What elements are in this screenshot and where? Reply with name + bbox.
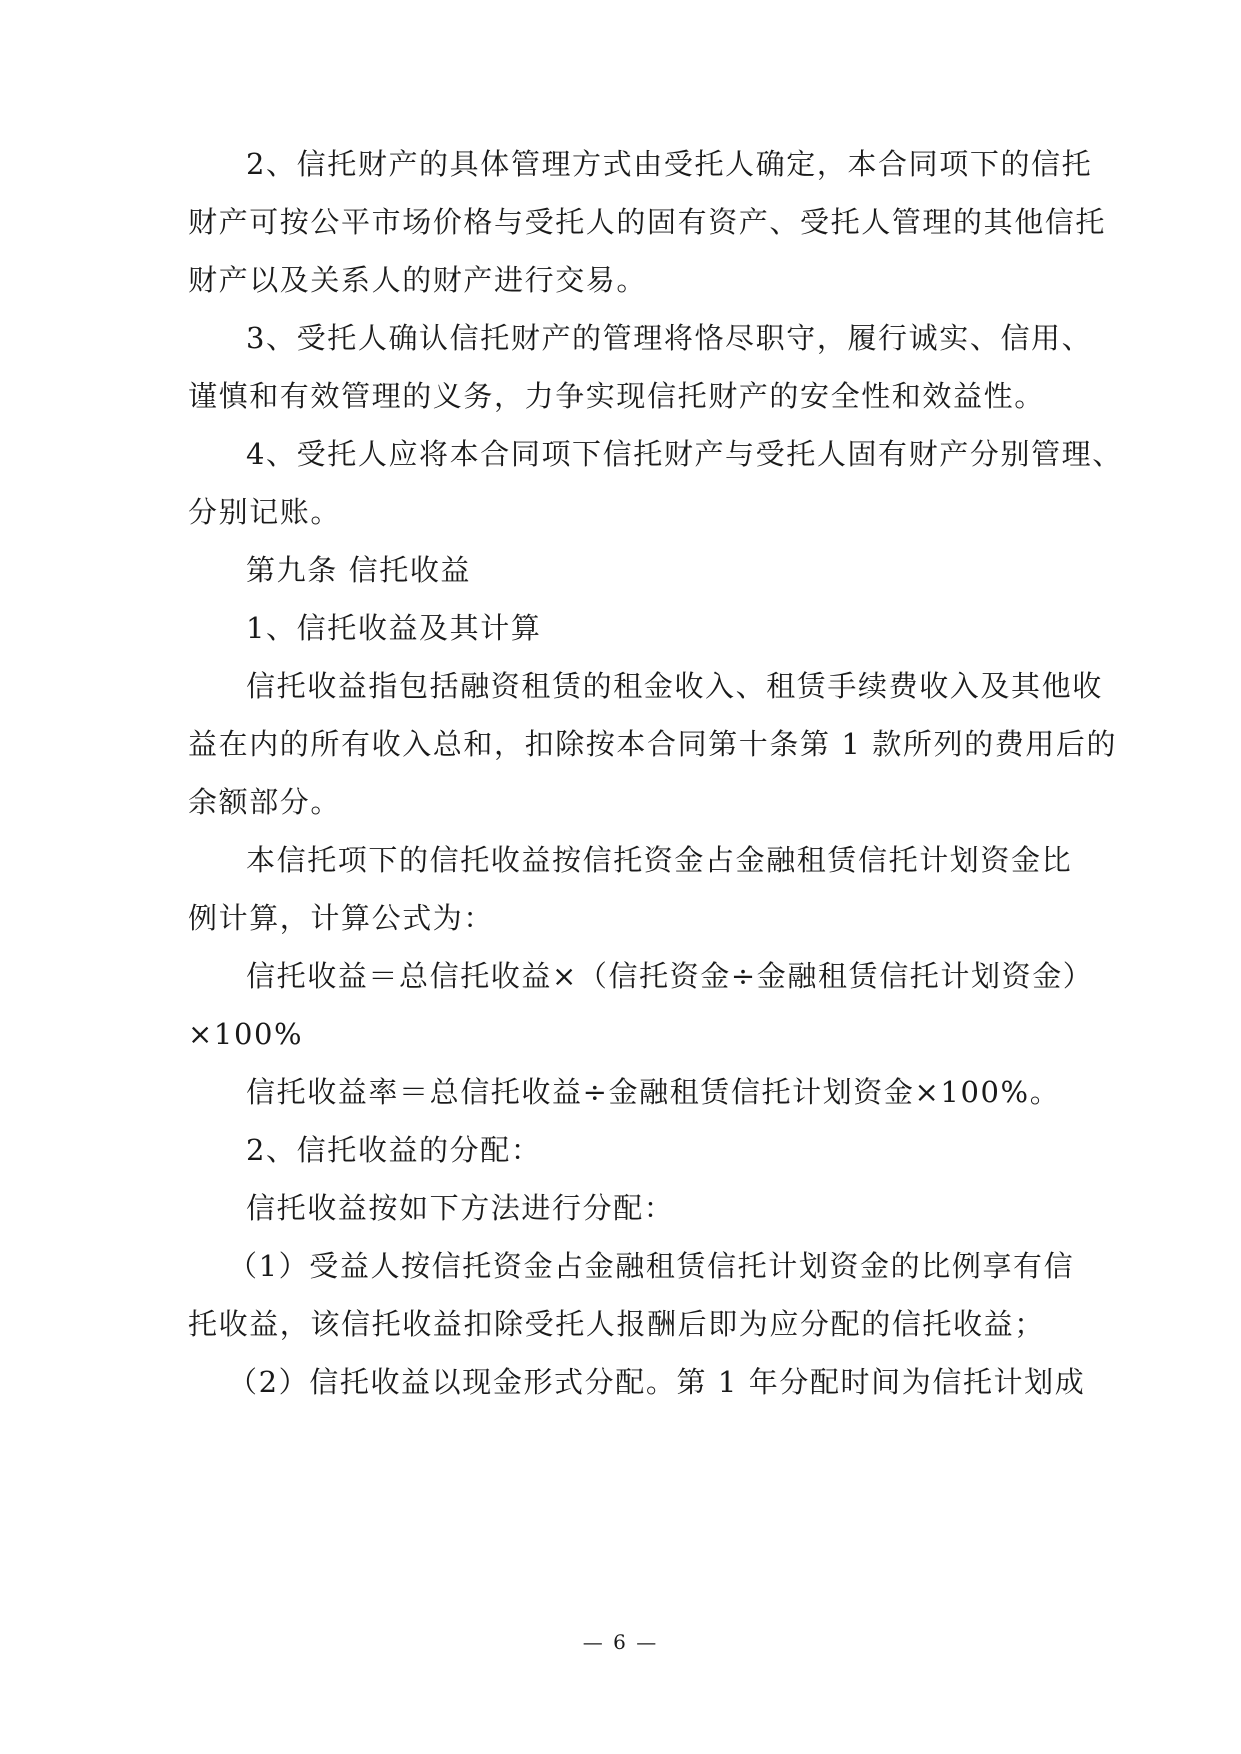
list-item-line: 托收益，该信托收益扣除受托人报酬后即为应分配的信托收益； [188, 1307, 1045, 1341]
subsection-heading: 1、信托收益及其计算 [246, 611, 542, 645]
formula-line: ×100% [188, 1017, 304, 1051]
paragraph-line: 益在内的所有收入总和，扣除按本合同第十条第 1 款所列的费用后的 [188, 727, 1118, 761]
paragraph-line: 信托收益指包括融资租赁的租金收入、租赁手续费收入及其他收 [246, 669, 1103, 703]
formula-line: 信托收益率＝总信托收益÷金融租赁信托计划资金×100%。 [246, 1075, 1061, 1109]
paragraph-line: 3、受托人确认信托财产的管理将恪尽职守，履行诚实、信用、 [246, 321, 1093, 355]
section-heading: 第九条 信托收益 [246, 553, 472, 587]
paragraph-line: 财产以及关系人的财产进行交易。 [188, 263, 648, 297]
paragraph-line: 信托收益按如下方法进行分配： [246, 1191, 675, 1225]
paragraph-line: 例计算，计算公式为： [188, 901, 495, 935]
paragraph-line: 4、受托人应将本合同项下信托财产与受托人固有财产分别管理、 [246, 437, 1123, 471]
list-item-line: （2）信托收益以现金形式分配。第 1 年分配时间为信托计划成 [228, 1365, 1086, 1399]
list-item-line: （1）受益人按信托资金占金融租赁信托计划资金的比例享有信 [228, 1249, 1075, 1283]
formula-line: 信托收益＝总信托收益×（信托资金÷金融租赁信托计划资金） [246, 959, 1094, 993]
paragraph-line: 分别记账。 [188, 495, 342, 529]
paragraph-line: 谨慎和有效管理的义务，力争实现信托财产的安全性和效益性。 [188, 379, 1045, 413]
paragraph-line: 本信托项下的信托收益按信托资金占金融租赁信托计划资金比 [246, 843, 1073, 877]
paragraph-line: 2、信托财产的具体管理方式由受托人确定，本合同项下的信托 [246, 147, 1093, 181]
page-number: — 6 — [582, 1630, 659, 1654]
paragraph-line: 余额部分。 [188, 785, 342, 819]
paragraph-line: 财产可按公平市场价格与受托人的固有资产、受托人管理的其他信托 [188, 205, 1107, 239]
subsection-heading: 2、信托收益的分配： [246, 1133, 542, 1167]
